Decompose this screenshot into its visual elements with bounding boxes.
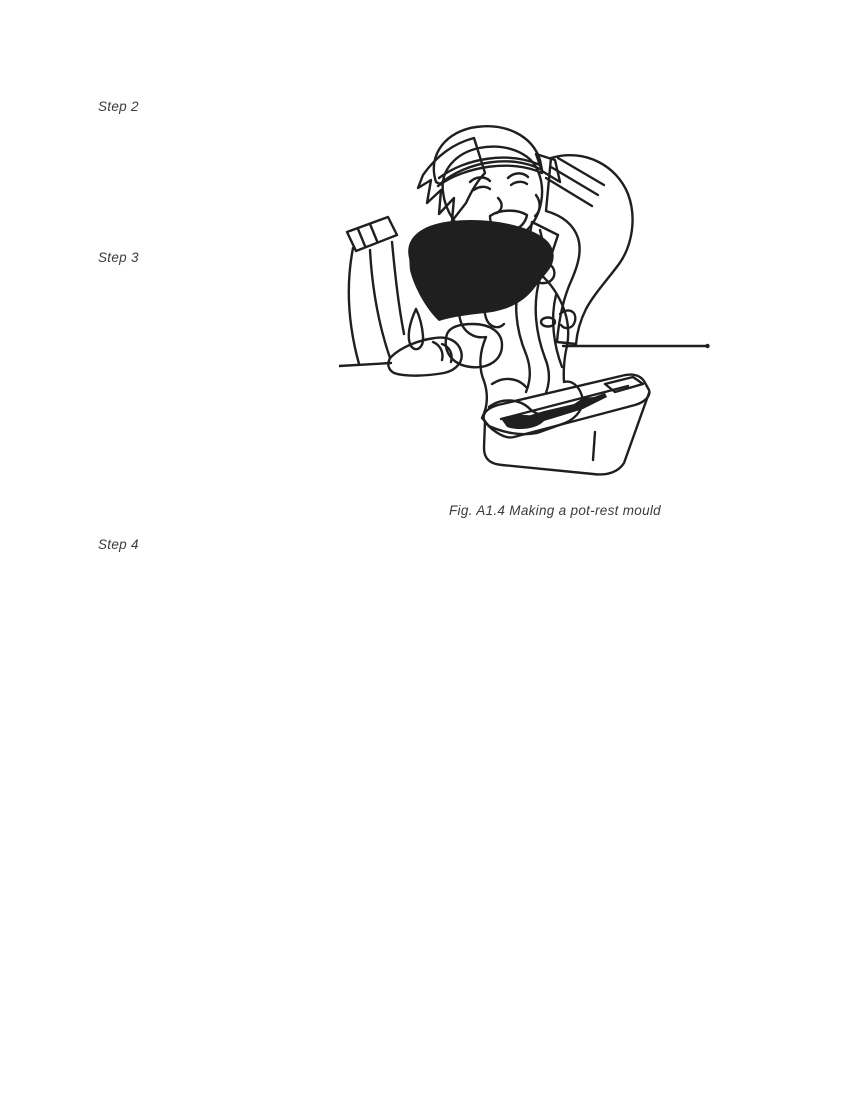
left-eye xyxy=(474,187,490,190)
table-edge-left xyxy=(339,363,391,366)
left-hand-on-rim xyxy=(388,324,502,376)
right-arm xyxy=(541,155,633,344)
table-edge-end-dot xyxy=(705,344,709,348)
right-brow xyxy=(508,173,528,178)
step-2-label: Step 2 xyxy=(98,99,139,114)
right-eye xyxy=(511,182,527,185)
step-3-label: Step 3 xyxy=(98,250,139,265)
torso-left-arm xyxy=(347,217,404,364)
pot-rest-mould-drawing xyxy=(339,118,719,483)
step-4-label: Step 4 xyxy=(98,537,139,552)
ear xyxy=(535,195,540,216)
bowl-rim-hatch xyxy=(446,324,502,367)
figure-caption: Fig. A1.4 Making a pot-rest mould xyxy=(449,503,661,518)
figure-illustration xyxy=(339,118,719,483)
